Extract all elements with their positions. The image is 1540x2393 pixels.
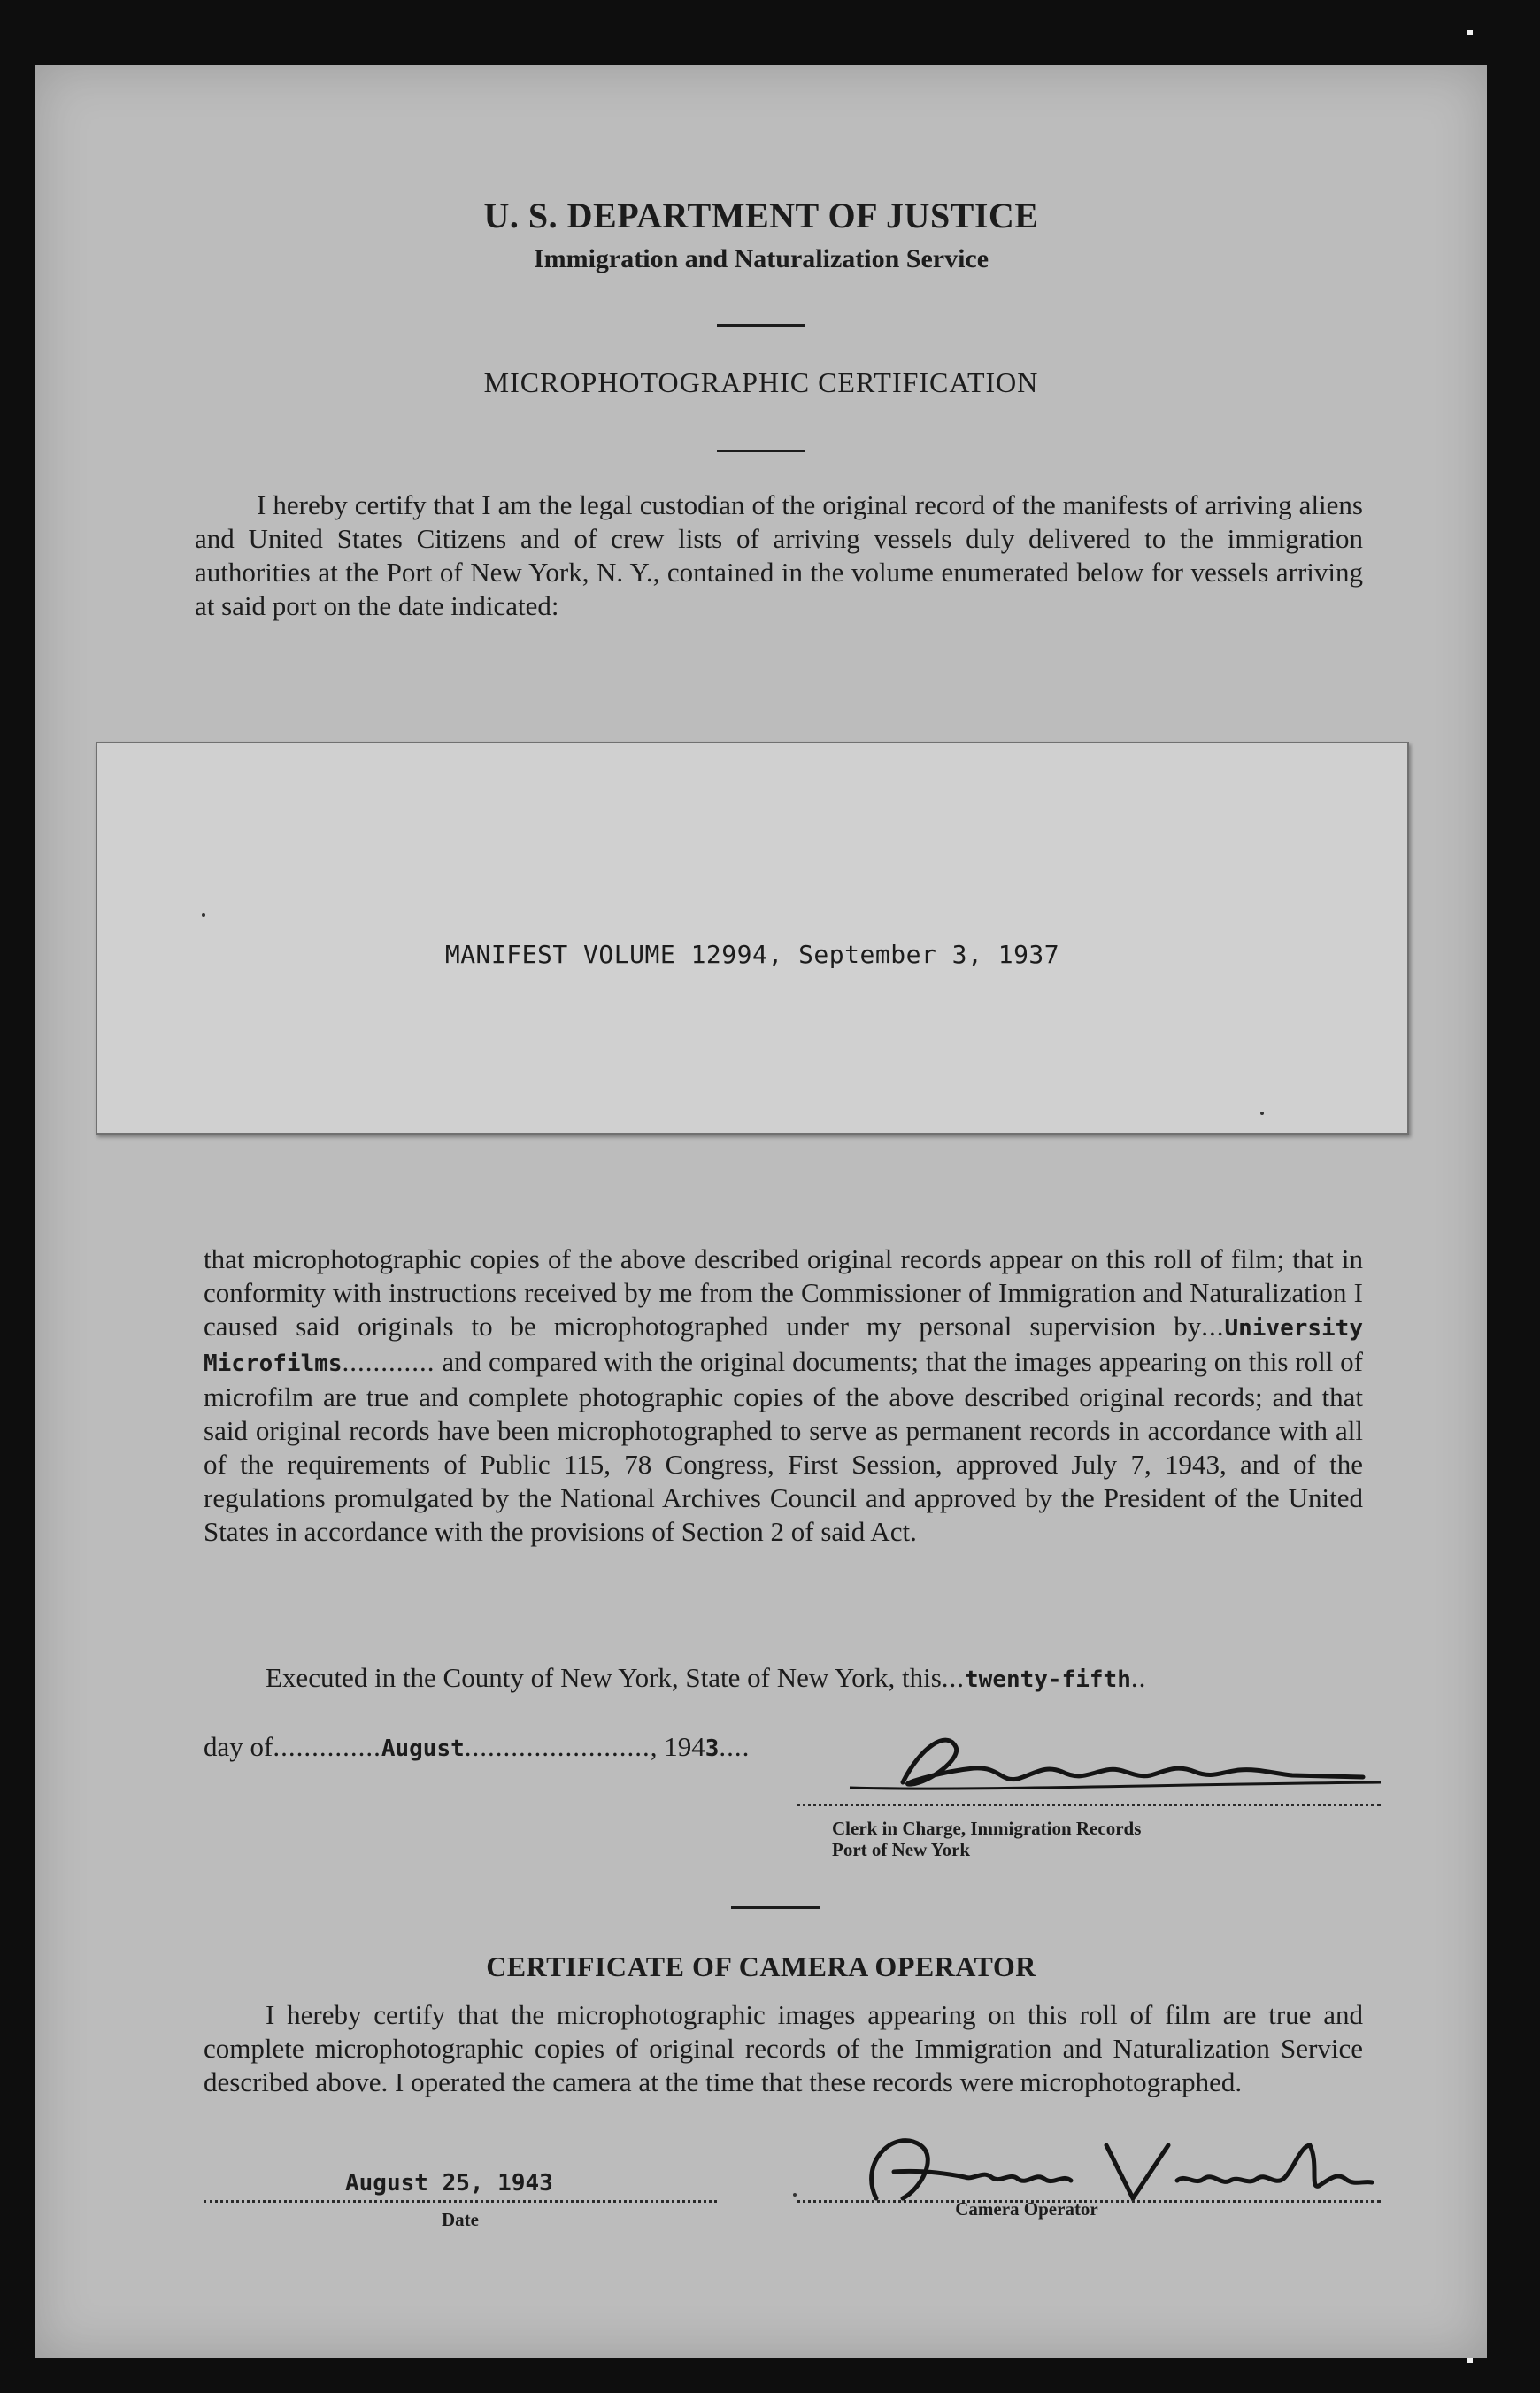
manifest-label-box: [96, 742, 1409, 1135]
dotted-fill: ..: [1130, 1662, 1147, 1693]
clerk-title: [832, 1818, 1141, 1860]
certification-text-part2: and compared with the original documents; that the images appearing on this roll of microfilm are true and complete photographic copies of the above described original records; and that said original records have been microphotographed to serve as permanent records in accordance with all of the requirements of Public 115, 78 Congress, First Session, approved July 7, 1943, and of the regulations promulgated by the National Archives Council and approved by the President of the United States in accordance with the provisions of Section 2 of said Act.: [204, 1346, 1364, 1547]
camera-certificate-paragraph: [204, 1998, 1363, 2099]
camera-certificate-title: CERTIFICATE OF CAMERA OPERATOR: [486, 1951, 1036, 1982]
photographer-name: University Microfilms: [204, 1315, 1363, 1377]
certificate-date-value: August 25, 1943: [345, 2170, 553, 2197]
intro-paragraph: [195, 489, 1363, 623]
dotted-fill: ........................: [464, 1731, 651, 1762]
year-prefix: , 194: [650, 1731, 705, 1762]
film-mark: [1467, 30, 1473, 35]
camera-operator-label: Camera Operator: [955, 2198, 1098, 2220]
year-digit: 3: [705, 1735, 720, 1762]
dotted-fill: ............: [342, 1346, 435, 1377]
dotted-fill: ...: [1201, 1311, 1225, 1342]
dotted-fill: ...: [941, 1662, 966, 1693]
department-heading: U. S. DEPARTMENT OF JUSTICE: [483, 196, 1039, 235]
service-subheading: Immigration and Naturalization Service: [533, 244, 989, 273]
divider: [717, 324, 805, 327]
clerk-signature: [797, 1729, 1398, 1800]
dotted-fill: ..............: [273, 1731, 381, 1762]
clerk-title-line1: Clerk in Charge, Immigration Records: [832, 1818, 1142, 1839]
date-label: Date: [442, 2209, 479, 2230]
divider: [717, 450, 805, 452]
camera-certificate-text: I hereby certify that the microphotographic images appearing on this roll of film are true and complete microphotographic copies of original records of the Immigration and Naturalization Service described above. I operated the camera at the time that these records were microphotographed.: [204, 1999, 1363, 2097]
certification-text-part1: that microphotographic copies of the above described original records appear on this roll of film; that in conformity with instructions received by me from the Commissioner of Immigration and Naturalization I caused said originals to be microphotographed under my personal supervision by: [204, 1243, 1363, 1342]
dust-speck: [202, 913, 205, 917]
execution-month: August: [381, 1735, 465, 1762]
execution-prefix: Executed in the County of New York, State of New York, this: [266, 1662, 942, 1693]
execution-day: twenty-fifth: [965, 1666, 1131, 1693]
manifest-volume-label: MANIFEST VOLUME 12994, September 3, 1937: [444, 940, 1060, 969]
divider: [731, 1906, 820, 1909]
intro-text: I hereby certify that I am the legal custodian of the original record of the manifests of arriving aliens and United States Citizens and of crew lists of arriving vessels duly delivered to the immigration authorities at the Port of New York, N. Y., contained in the volume enumerated below for vessels arriving at said port on the date indicated:: [195, 489, 1363, 621]
dust-speck: [1260, 1112, 1264, 1115]
dust-speck: [793, 2193, 797, 2197]
dotted-fill: ....: [719, 1731, 751, 1762]
certification-title: MICROPHOTOGRAPHIC CERTIFICATION: [483, 366, 1039, 398]
day-of-label: day of: [204, 1731, 273, 1762]
date-line: [204, 2200, 717, 2203]
signature-line: [797, 1804, 1381, 1806]
certification-body: [204, 1243, 1363, 1549]
certificate-sheet: [35, 65, 1487, 2358]
film-mark: [1467, 2358, 1473, 2363]
execution-line: [266, 1662, 1381, 1694]
clerk-title-line2: Port of New York: [832, 1839, 971, 1860]
